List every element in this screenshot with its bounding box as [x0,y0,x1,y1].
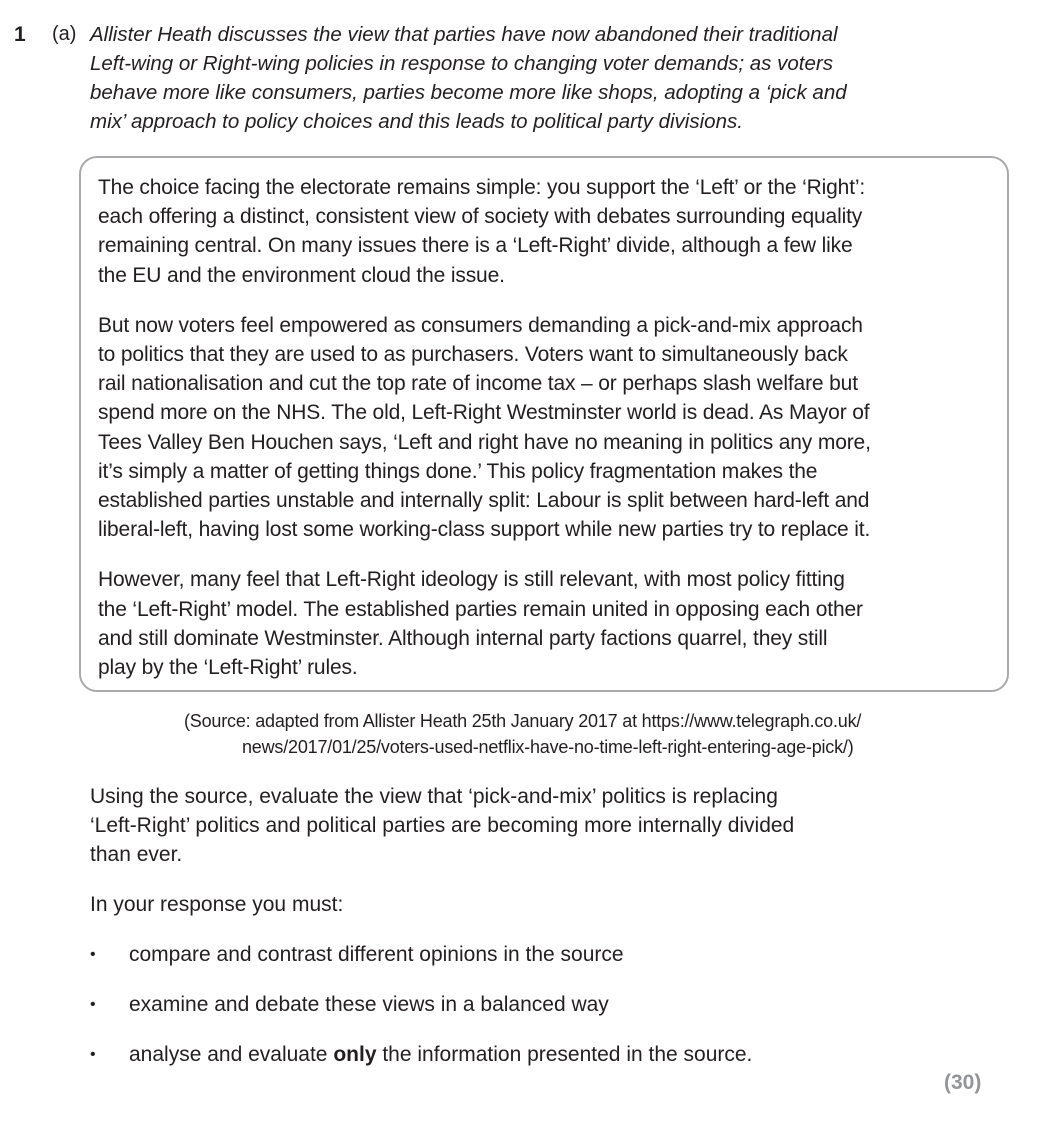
citation-line-1: (Source: adapted from Allister Heath 25th January 2017 at https://www.telegraph.co.uk/ [184,711,862,731]
source-line: and still dominate Westminster. Although internal party factions quarrel, they still [98,626,828,650]
source-line: rail nationalisation and cut the top rate of income tax – or perhaps slash welfare but [98,372,858,396]
source-line: the EU and the environment cloud the issue. [98,263,505,287]
intro-line: Allister Heath discusses the view that parties have now abandoned their traditional [90,23,838,46]
intro-line: behave more like consumers, parties become more like shops, adopting a ‘pick and [90,81,847,104]
source-line: to politics that they are used to as purchasers. Voters want to simultaneously back [98,343,848,367]
source-citation [184,708,861,760]
source-line: the ‘Left-Right’ model. The established parties remain united in opposing each other [98,597,863,621]
intro-line: Left-wing or Right-wing policies in response to changing voter demands; as voters [90,52,833,75]
list-item-text-end: the information presented in the source. [376,1043,753,1066]
response-requirements-label: In your response you must: [90,893,344,916]
bullet-icon: • [90,996,96,1013]
source-line: established parties unstable and internally split: Labour is split between hard-left and [98,489,870,513]
task-line: ‘Left-Right’ politics and political parties are becoming more internally divided [90,814,795,838]
question-intro [90,20,950,136]
list-item-text [129,1040,752,1069]
source-line: But now voters feel empowered as consumers demanding a pick-and-mix approach [98,313,863,337]
bullet-icon: • [90,946,96,963]
task-line: than ever. [90,843,183,867]
emphasis-only: only [333,1043,377,1066]
task-instruction [90,782,990,870]
source-line: play by the ‘Left-Right’ rules. [98,656,358,680]
task-line: Using the source, evaluate the view that ‘pick-and-mix’ politics is replacing [90,785,778,808]
source-paragraph-1 [98,173,995,290]
list-item-text: examine and debate these views in a balanced way [129,993,609,1016]
source-line: The choice facing the electorate remains simple: you support the ‘Left’ or the ‘Right’: [98,176,866,199]
source-line: remaining central. On many issues there is a ‘Left-Right’ divide, although a few like [98,234,853,258]
source-line: it’s simply a matter of getting things done.’ This policy fragmentation makes the [98,459,818,483]
list-item-text: compare and contrast different opinions in the source [129,943,624,966]
bullet-icon: • [90,1046,96,1063]
source-line: spend more on the NHS. The old, Left-Right Westminster world is dead. As Mayor of [98,401,870,425]
question-part-label: (a) [52,23,77,45]
source-line: However, many feel that Left-Right ideology is still relevant, with most policy fitting [98,568,845,592]
marks-total: (30) [944,1071,982,1094]
source-paragraph-2 [98,311,995,545]
citation-line-2: news/2017/01/25/voters-used-netflix-have-no-time-left-right-entering-age-pick/) [242,737,854,757]
list-item-text-start: analyse and evaluate [129,1043,334,1066]
source-line: liberal-left, having lost some working-class support while new parties try to replace it. [98,518,871,542]
source-line: each offering a distinct, consistent view of society with debates surrounding equality [98,205,863,229]
source-paragraph-3 [98,565,995,682]
question-number: 1 [14,23,26,46]
source-box [79,156,1009,692]
intro-line: mix’ approach to policy choices and this leads to political party divisions. [90,110,743,133]
source-line: Tees Valley Ben Houchen says, ‘Left and right have no meaning in politics any more, [98,430,871,454]
